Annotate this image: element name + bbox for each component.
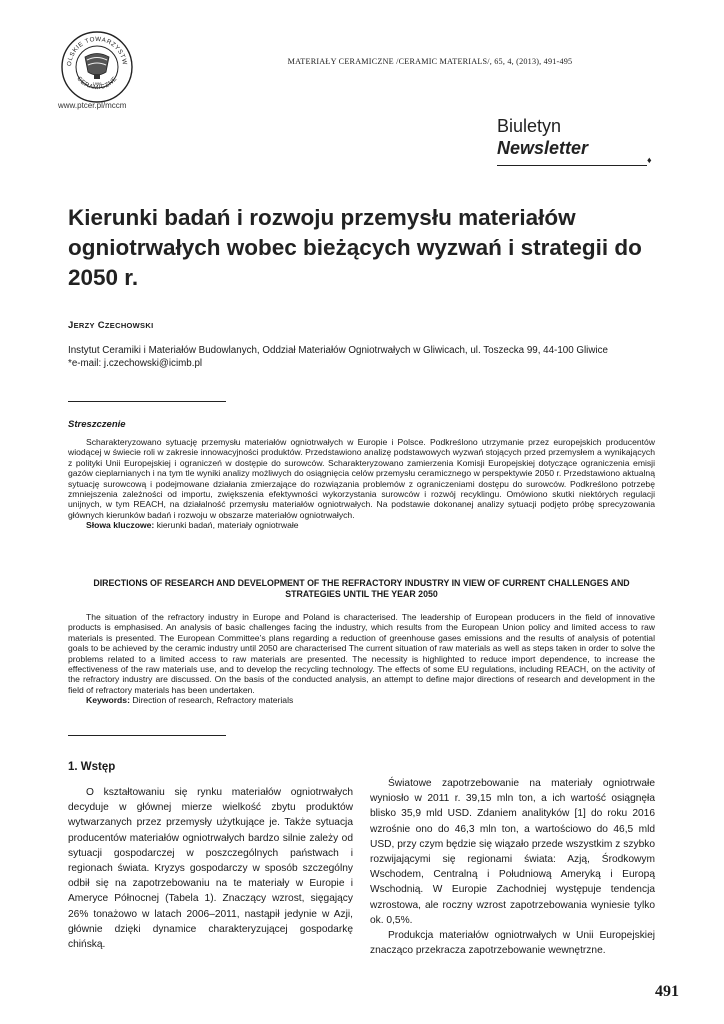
keywords-pl: Słowa kluczowe: kierunki badań, materiały ogniotrwałe (86, 520, 299, 531)
logo-ring-bottom-text: CERAMICZNE (75, 75, 119, 92)
article-title: Kierunki badań i rozwoju przemysłu materiałów ogniotrwałych wobec bieżących wyzwań i strategii do 2050 r. (68, 205, 642, 290)
diamond-marker-icon: ♦ (647, 155, 652, 165)
logo-ring-top-text: OLSKIE TOWARZYSTW (65, 35, 129, 67)
society-url[interactable]: www.ptcer.pl/mccm (58, 101, 127, 110)
page-number: 491 (655, 983, 679, 1000)
body-column-left (68, 785, 353, 952)
body-column-right (370, 776, 655, 958)
body-paragraph: Światowe zapotrzebowanie na materiały ogniotrwałe wyniosło w 2011 r. 39,15 mln ton, a ich wartość osiągnęła blisko 35,9 mld USD. Zdaniem analityków [1] do roku 2016 wzrośnie ono do 46,3 mln ton, a wartościowo do 46,5 mld USD, przy czym będzie się wiązało przede wszystkim z szybko rozwijającymi się regionami świata: Azją, Środkowym Wschodem, Centralną i Południową Ameryką i Europą Wschodnią. W Europie Zachodniej występuje tendencja wzrostowa, ale roczny wzrost zapotrzebowania wyniesie tylko ok. 0,5%. (370, 778, 655, 926)
divider (68, 401, 226, 402)
abstract-heading: Streszczenie (68, 419, 126, 430)
abstract-pl (68, 437, 655, 531)
section-heading: 1. Wstęp (68, 761, 116, 773)
affiliation (68, 344, 648, 370)
section-label-pl: Biuletyn (497, 116, 562, 136)
keywords-en: Keywords: Direction of research, Refractory materials (86, 695, 294, 706)
author-name: JERZY CZECHOWSKI (68, 320, 154, 331)
divider (68, 735, 226, 736)
abstract-en (68, 612, 655, 706)
header-rule (497, 165, 647, 166)
section-label-en: Newsletter (497, 138, 589, 158)
logo-year: 1996 (92, 81, 102, 86)
society-logo (60, 30, 134, 104)
journal-reference: MATERIAŁY CERAMICZNE /CERAMIC MATERIALS/, 65, 4, (2013), 491-495 (287, 57, 573, 66)
logo-emblem (85, 54, 109, 80)
abstract-pl-text: Scharakteryzowano sytuację przemysłu materiałów ogniotrwałych w Europie i Polsce. Podkreślono utrzymanie przez europejskich producentów wiodącej w świecie roli w zakresie innowacyjności produktów. Przedstawiono analizę podstawowych wyzwań stojących przed przemysłem a wynikających z polityki Unii Europejskiej i ograniczeń w dostępie do surowców. Scharakteryzowano zamierzenia Komisji Europejskiej dotyczące ograniczenia emisji gazów cieplarnianych i na tym tle wyniki analizy możliwych do osiągnięcia celów przemysłu ceramicznego w perspektywie 2050 r. Przedstawiono aktualną sytuację surowcową i podejmowane działania zmierzające do rozwiązania problemów z ograniczeniami dostępu do surowców. Podkreślono potrzebę zmniejszenia zależności od importu, zwiększenia efektywności wykorzystania surowców i rozwój recyklingu. Omówiono skutki niektórych regulacji unijnych, w tym REACH, na działalność przemysłu materiałów ogniotrwałych. Na podstawie dokonanej analizy sytuacji podjęto próbę sprecyzowania głównych kierunków badań i rozwoju w obszarze materiałów ogniotrwałych. (68, 437, 655, 520)
body-paragraph: O kształtowaniu się rynku materiałów ogniotrwałych decyduje w głównej mierze wielkość zbytu produktów wytwarzanych przez przemysły użytkujące je. Także sytuacja producentów materiałów ogniotrwałych bardzo silnie zależy od sytuacji gospodarczej w poszczególnych państwach i regionach świata. Kryzys gospodarczy w sposób szczególny odbił się na zapotrzebowaniu na te materiały w Europie i Ameryce Północnej (Tabela 1). Znaczący wzrost, sięgający 26% tonażowo w latach 2006–2011, nastąpił jedynie w Azji, głównie dzięki dynamice charakteryzującej gospodarkę chińską. (68, 787, 353, 951)
author-email[interactable]: *e-mail: j.czechowski@icimb.pl (68, 358, 203, 369)
affiliation-text: Instytut Ceramiki i Materiałów Budowlanych, Oddział Materiałów Ogniotrwałych w Gliwicach, ul. Toszecka 99, 44-100 Gliwice (68, 345, 608, 356)
english-title: DIRECTIONS OF RESEARCH AND DEVELOPMENT OF THE REFRACTORY INDUSTRY IN VIEW OF CURRENT CHALLENGES AND STRATEGIES UNTIL THE YEAR 2050 (93, 578, 630, 599)
abstract-en-text: The situation of the refractory industry in Europe and Poland is characterised. The leadership of European producers in the field of innovative products is emphasised. An analysis of basic challenges facing the industry, which results from the European Union policy and limited access to raw materials is presented. The European Committee’s plans regarding a reduction of greenhouse gases emissions and the results of analysis of potential goals to be achieved by the ceramic industry until 2050 are characterised The current situation of raw materials as well as steps taken in order to solve the problems related to a limited access to raw materials are presented. The necessity is highlighted to reduce import dependence, to increase the effectiveness of the raw materials use, and to develop the recycling technology. The effects of some EU regulations, including REACH, on the activity of the refractory industry are discussed. On the basis of the conducted analysis, an attempt to define major directions of research and development in the field of refractory materials has been undertaken. (68, 612, 655, 695)
body-paragraph: Produkcja materiałów ogniotrwałych w Unii Europejskiej znacząco przekracza zapotrzebowanie wewnętrzne. (370, 930, 655, 957)
